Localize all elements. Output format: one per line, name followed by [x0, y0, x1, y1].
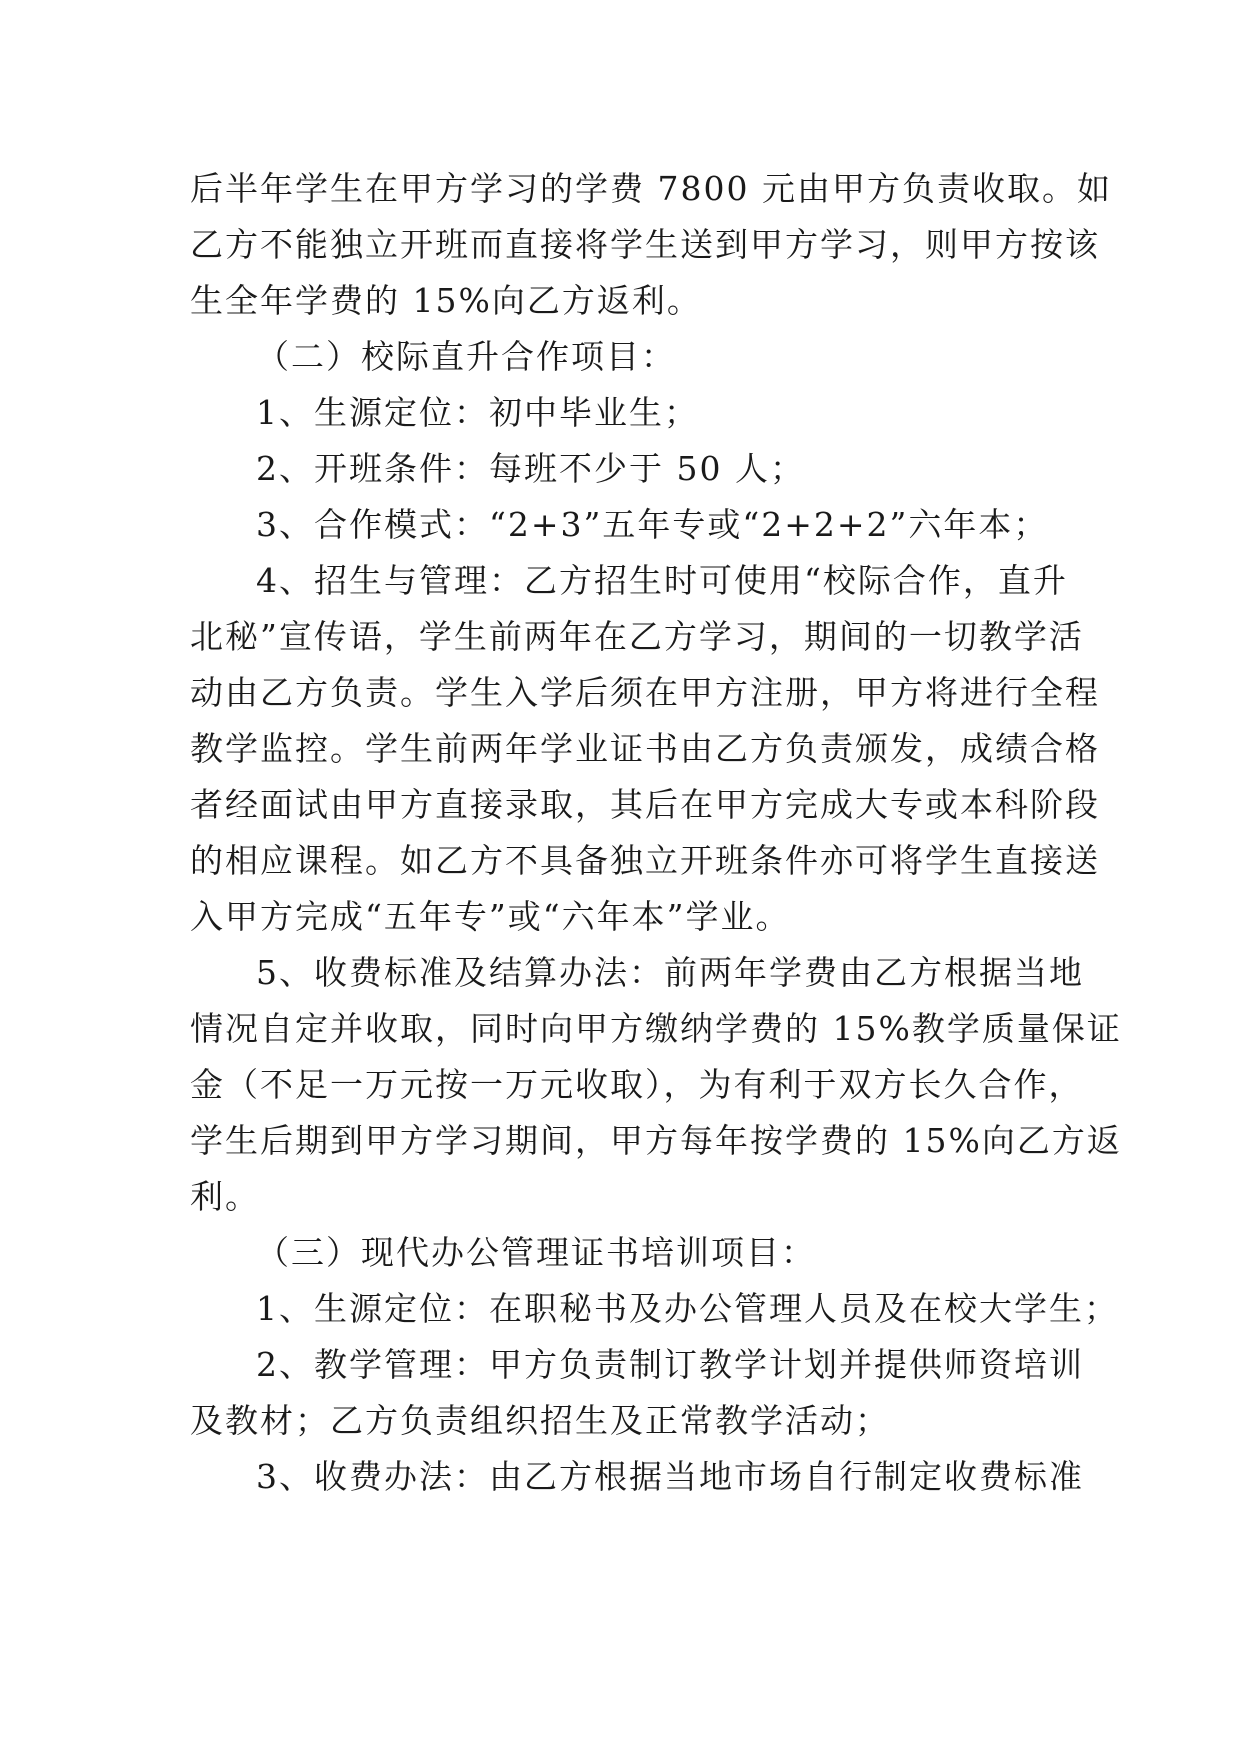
- list-item: 4、招生与管理：乙方招生时可使用“校际合作，直升: [256, 561, 1068, 600]
- list-item: 5、收费标准及结算办法：前两年学费由乙方根据当地: [256, 953, 1084, 992]
- text-line: 利。: [190, 1177, 260, 1216]
- text-line: 及教材；乙方负责组织招生及正常教学活动；: [190, 1401, 890, 1440]
- text-line: 生全年学费的 15%向乙方返利。: [190, 281, 702, 320]
- text-line: 的相应课程。如乙方不具备独立开班条件亦可将学生直接送: [190, 841, 1100, 880]
- section-heading: （二）校际直升合作项目：: [256, 337, 676, 376]
- list-item: 3、合作模式：“2+3”五年专或“2+2+2”六年本；: [256, 505, 1049, 544]
- list-item: 2、开班条件：每班不少于 50 人；: [256, 449, 805, 488]
- section-heading: （三）现代办公管理证书培训项目：: [256, 1233, 816, 1272]
- text-line: 金（不足一万元按一万元收取），为有利于双方长久合作，: [190, 1065, 1084, 1104]
- list-item: 1、生源定位：初中毕业生；: [256, 393, 699, 432]
- text-line: 入甲方完成“五年专”或“六年本”学业。: [190, 897, 791, 936]
- list-item: 1、生源定位：在职秘书及办公管理人员及在校大学生；: [256, 1289, 1119, 1328]
- text-line: 北秘”宣传语，学生前两年在乙方学习，期间的一切教学活: [190, 617, 1084, 656]
- text-line: 情况自定并收取，同时向甲方缴纳学费的 15%教学质量保证: [190, 1009, 1122, 1048]
- text-line: 乙方不能独立开班而直接将学生送到甲方学习，则甲方按该: [190, 225, 1100, 264]
- text-line: 后半年学生在甲方学习的学费 7800 元由甲方负责收取。如: [190, 169, 1112, 208]
- text-line: 教学监控。学生前两年学业证书由乙方负责颁发，成绩合格: [190, 729, 1100, 768]
- list-item: 3、收费办法：由乙方根据当地市场自行制定收费标准: [256, 1457, 1084, 1496]
- text-line: 动由乙方负责。学生入学后须在甲方注册，甲方将进行全程: [190, 673, 1100, 712]
- list-item: 2、教学管理：甲方负责制订教学计划并提供师资培训: [256, 1345, 1084, 1384]
- text-line: 学生后期到甲方学习期间，甲方每年按学费的 15%向乙方返: [190, 1121, 1122, 1160]
- text-line: 者经面试由甲方直接录取，其后在甲方完成大专或本科阶段: [190, 785, 1100, 824]
